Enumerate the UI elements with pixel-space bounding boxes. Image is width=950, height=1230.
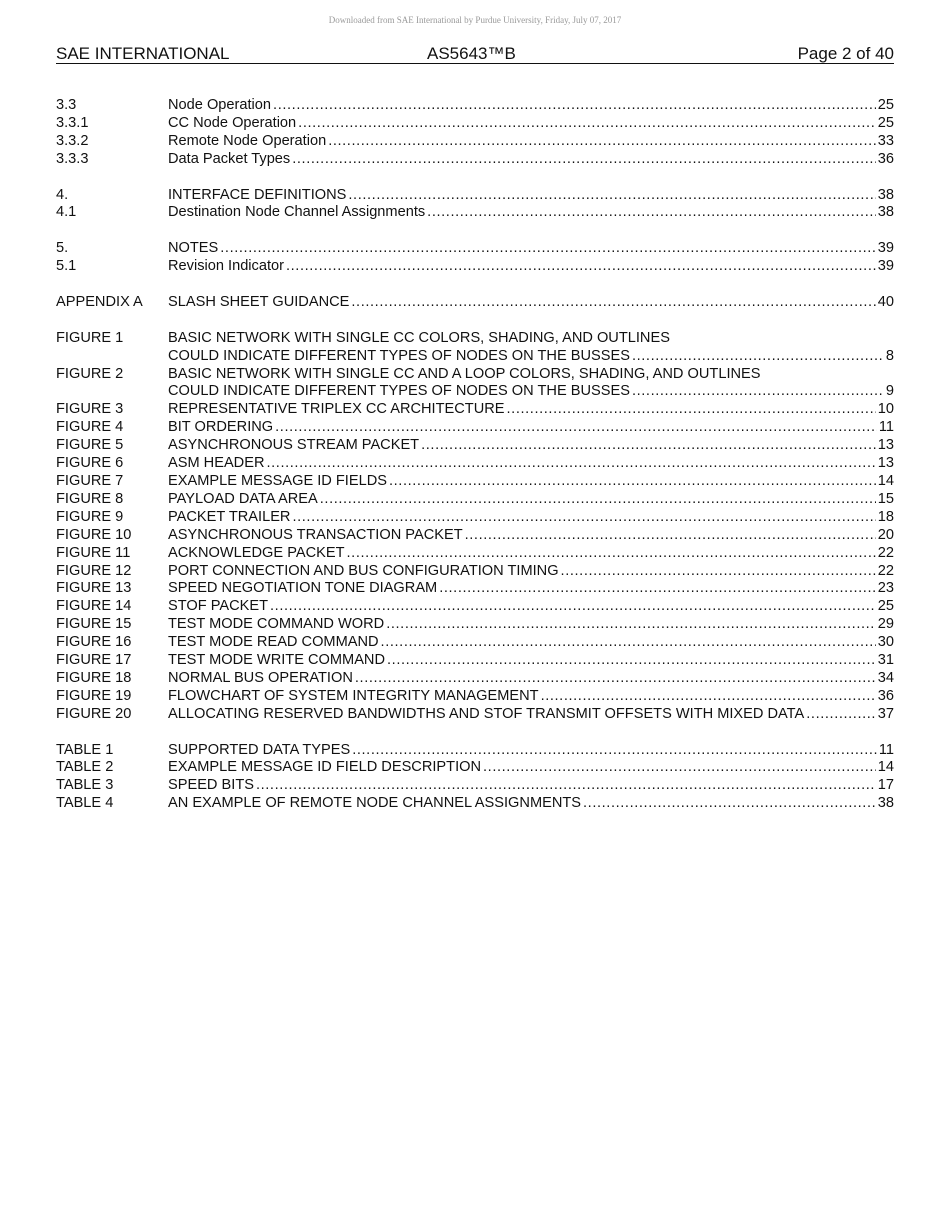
toc-entry-title: PAYLOAD DATA AREA <box>168 490 318 507</box>
dot-leader <box>387 652 876 670</box>
toc-entry[interactable] <box>56 706 894 724</box>
toc-group-tables <box>56 742 894 814</box>
toc-entry-title: ASYNCHRONOUS TRANSACTION PACKET <box>168 526 463 543</box>
toc-group-section-3 <box>56 97 894 169</box>
toc-entry-page: 20 <box>877 526 894 543</box>
toc-entry-number: FIGURE 6 <box>56 455 124 472</box>
toc-entry-title: FLOWCHART OF SYSTEM INTEGRITY MANAGEMENT <box>168 687 539 704</box>
toc-entry-number: FIGURE 12 <box>56 562 132 579</box>
toc-entry-number: FIGURE 17 <box>56 652 132 669</box>
toc-entry-page: 38 <box>877 186 894 203</box>
toc-entry[interactable] <box>56 473 894 491</box>
toc-entry-page: 22 <box>877 562 894 579</box>
toc-entry-number: 4. <box>56 186 69 203</box>
toc-entry[interactable] <box>56 795 894 813</box>
toc-entry-title: ACKNOWLEDGE PACKET <box>168 544 345 561</box>
toc-entry-page: 29 <box>877 616 894 633</box>
toc-entry-number: 3.3.1 <box>56 114 89 131</box>
dot-leader <box>273 97 876 115</box>
toc-entry-page: 8 <box>885 347 894 364</box>
toc-entry-page: 17 <box>877 777 894 794</box>
dot-leader <box>427 204 876 222</box>
toc-entry-title: NOTES <box>168 240 219 257</box>
toc-entry-page: 31 <box>877 652 894 669</box>
dot-leader <box>352 742 877 760</box>
toc-entry[interactable] <box>56 419 894 437</box>
dot-leader <box>256 777 876 795</box>
toc-entry-page: 18 <box>877 508 894 525</box>
toc-entry-page: 36 <box>877 687 894 704</box>
toc-entry-page: 25 <box>877 598 894 615</box>
toc-entry-number: 3.3.2 <box>56 132 89 149</box>
dot-leader <box>507 401 876 419</box>
toc-entry-number: FIGURE 1 <box>56 329 124 346</box>
dot-leader <box>386 616 876 634</box>
toc-entry-page: 25 <box>877 97 894 113</box>
toc-entry[interactable] <box>56 688 894 706</box>
toc-entry-title: ASM HEADER <box>168 455 265 472</box>
toc-entry-title: SLASH SHEET GUIDANCE <box>168 293 350 310</box>
dot-leader <box>632 348 884 366</box>
toc-entry-title: ASYNCHRONOUS STREAM PACKET <box>168 437 420 454</box>
dot-leader <box>267 455 876 473</box>
dot-leader <box>270 598 876 616</box>
toc-entry-number: FIGURE 9 <box>56 508 124 525</box>
toc-entry-title: TEST MODE READ COMMAND <box>168 634 379 651</box>
toc-entry-number: FIGURE 8 <box>56 490 124 507</box>
toc-entry-number: 5. <box>56 240 69 257</box>
dot-leader <box>320 491 876 509</box>
toc-entry-title: EXAMPLE MESSAGE ID FIELD DESCRIPTION <box>168 759 482 776</box>
dot-leader <box>292 151 876 169</box>
toc-entry-number: FIGURE 19 <box>56 687 132 704</box>
table-of-contents <box>56 97 894 831</box>
toc-entry-number: 4.1 <box>56 204 77 221</box>
toc-entry[interactable] <box>56 491 894 509</box>
toc-entry[interactable] <box>56 580 894 598</box>
toc-entry[interactable] <box>56 634 894 652</box>
toc-entry[interactable] <box>56 652 894 670</box>
toc-entry-title: Data Packet Types <box>168 150 291 167</box>
toc-entry-number: TABLE 4 <box>56 795 114 812</box>
toc-entry-page: 13 <box>877 455 894 472</box>
toc-entry-number: TABLE 1 <box>56 741 114 758</box>
dot-leader <box>298 115 876 133</box>
toc-entry-number: FIGURE 16 <box>56 634 132 651</box>
toc-entry-number: APPENDIX A <box>56 293 143 310</box>
toc-entry[interactable] <box>56 330 894 366</box>
dot-leader <box>483 759 876 777</box>
toc-entry[interactable] <box>56 598 894 616</box>
toc-entry-page: 11 <box>878 741 894 758</box>
toc-entry[interactable] <box>56 759 894 777</box>
toc-entry-title: REPRESENTATIVE TRIPLEX CC ARCHITECTURE <box>168 401 505 418</box>
toc-entry-title: COULD INDICATE DIFFERENT TYPES OF NODES ON THE BUSSES <box>168 383 630 400</box>
dot-leader <box>632 383 884 401</box>
toc-entry-page: 9 <box>885 383 894 400</box>
toc-entry-page: 33 <box>877 132 894 149</box>
toc-entry-title: TEST MODE COMMAND WORD <box>168 616 385 633</box>
toc-entry-page: 39 <box>877 258 894 275</box>
toc-entry-number: FIGURE 4 <box>56 419 124 436</box>
toc-entry-page: 14 <box>877 472 894 489</box>
dot-leader <box>351 294 875 312</box>
dot-leader <box>347 545 876 563</box>
toc-group-figures <box>56 330 894 724</box>
dot-leader <box>806 706 876 724</box>
toc-entry[interactable] <box>56 294 894 312</box>
toc-entry-title: PORT CONNECTION AND BUS CONFIGURATION TIMING <box>168 562 559 579</box>
toc-entry-page: 10 <box>877 401 894 418</box>
toc-entry-number: FIGURE 11 <box>56 544 131 561</box>
toc-entry-number: 5.1 <box>56 258 77 275</box>
toc-entry-page: 13 <box>877 437 894 454</box>
toc-entry-title: SUPPORTED DATA TYPES <box>168 741 351 758</box>
dot-leader <box>220 240 875 258</box>
toc-group-appendix <box>56 294 894 312</box>
toc-entry-page: 15 <box>877 490 894 507</box>
toc-entry-title: Revision Indicator <box>168 258 284 275</box>
toc-entry[interactable] <box>56 777 894 795</box>
toc-entry[interactable] <box>56 742 894 760</box>
toc-group-section-5 <box>56 240 894 276</box>
toc-entry-title: TEST MODE WRITE COMMAND <box>168 652 386 669</box>
toc-entry-number: FIGURE 2 <box>56 365 124 382</box>
dot-leader <box>561 563 876 581</box>
toc-entry-number: TABLE 2 <box>56 759 114 776</box>
toc-entry[interactable] <box>56 240 894 258</box>
toc-entry-title-line1: BASIC NETWORK WITH SINGLE CC COLORS, SHADING, AND OUTLINES <box>168 329 670 346</box>
toc-entry-page: 38 <box>877 204 894 221</box>
toc-entry-number: FIGURE 20 <box>56 705 132 722</box>
toc-entry[interactable] <box>56 509 894 527</box>
dot-leader <box>355 670 876 688</box>
toc-entry-page: 36 <box>877 150 894 167</box>
toc-entry-title: Remote Node Operation <box>168 132 327 149</box>
toc-entry-title: EXAMPLE MESSAGE ID FIELDS <box>168 472 387 489</box>
toc-entry-title: AN EXAMPLE OF REMOTE NODE CHANNEL ASSIGNMENTS <box>168 795 582 812</box>
dot-leader <box>275 419 877 437</box>
toc-entry-title-line1: BASIC NETWORK WITH SINGLE CC AND A LOOP COLORS, SHADING, AND OUTLINES <box>168 365 761 382</box>
toc-entry[interactable] <box>56 204 894 222</box>
toc-entry-page: 22 <box>877 544 894 561</box>
dot-leader <box>421 437 876 455</box>
toc-entry[interactable] <box>56 527 894 545</box>
toc-entry[interactable] <box>56 563 894 581</box>
toc-entry[interactable] <box>56 151 894 169</box>
toc-entry[interactable] <box>56 366 894 402</box>
dot-leader <box>348 187 875 205</box>
toc-entry-page: 30 <box>877 634 894 651</box>
toc-entry-title: NORMAL BUS OPERATION <box>168 669 353 686</box>
dot-leader <box>583 795 876 813</box>
header-org: SAE INTERNATIONAL <box>56 44 230 63</box>
dot-leader <box>389 473 876 491</box>
toc-entry-page: 14 <box>877 759 894 776</box>
toc-entry-title: SPEED NEGOTIATION TONE DIAGRAM <box>168 580 438 597</box>
toc-group-section-4 <box>56 187 894 223</box>
toc-entry-page: 39 <box>877 240 894 257</box>
toc-entry-title: BIT ORDERING <box>168 419 274 436</box>
toc-entry-page: 11 <box>878 419 894 436</box>
toc-entry-title: SPEED BITS <box>168 777 254 794</box>
toc-entry-number: FIGURE 13 <box>56 580 132 597</box>
toc-entry-page: 34 <box>877 669 894 686</box>
dot-leader <box>439 580 876 598</box>
toc-entry-page: 37 <box>877 705 894 722</box>
toc-entry-title: ALLOCATING RESERVED BANDWIDTHS AND STOF TRANSMIT OFFSETS WITH MIXED DATA <box>168 705 805 722</box>
toc-entry-number: FIGURE 18 <box>56 669 132 686</box>
toc-entry-title: COULD INDICATE DIFFERENT TYPES OF NODES ON THE BUSSES <box>168 347 630 364</box>
toc-entry-number: FIGURE 7 <box>56 472 124 489</box>
toc-entry[interactable] <box>56 115 894 133</box>
dot-leader <box>328 133 876 151</box>
toc-entry[interactable] <box>56 401 894 419</box>
dot-leader <box>541 688 876 706</box>
toc-entry-number: FIGURE 10 <box>56 526 132 543</box>
toc-entry[interactable] <box>56 133 894 151</box>
toc-entry[interactable] <box>56 455 894 473</box>
toc-entry[interactable] <box>56 545 894 563</box>
toc-entry-page: 25 <box>877 114 894 131</box>
toc-entry[interactable] <box>56 97 894 115</box>
toc-entry-page: 38 <box>877 795 894 812</box>
toc-entry-title: Node Operation <box>168 97 272 113</box>
toc-entry-number: FIGURE 3 <box>56 401 124 418</box>
toc-entry-number: FIGURE 5 <box>56 437 124 454</box>
toc-entry-number: 3.3.3 <box>56 150 89 167</box>
toc-entry[interactable] <box>56 187 894 205</box>
header-page-number: Page 2 of 40 <box>797 44 894 63</box>
toc-entry-number: 3.3 <box>56 97 77 113</box>
toc-entry-number: FIGURE 14 <box>56 598 132 615</box>
download-watermark: Downloaded from SAE International by Purdue University, Friday, July 07, 2017 <box>328 15 622 25</box>
header-doc-id: AS5643™B <box>427 44 516 63</box>
toc-entry-number: FIGURE 15 <box>56 616 132 633</box>
toc-entry-number: TABLE 3 <box>56 777 114 794</box>
dot-leader <box>465 527 876 545</box>
page-header <box>56 44 894 64</box>
toc-entry-title: STOF PACKET <box>168 598 269 615</box>
toc-entry-title: Destination Node Channel Assignments <box>168 204 426 221</box>
toc-entry-title: PACKET TRAILER <box>168 508 291 525</box>
toc-entry[interactable] <box>56 616 894 634</box>
toc-entry-page: 23 <box>877 580 894 597</box>
toc-entry[interactable] <box>56 437 894 455</box>
dot-leader <box>292 509 875 527</box>
toc-entry[interactable] <box>56 670 894 688</box>
dot-leader <box>286 258 876 276</box>
toc-entry-page: 40 <box>877 293 894 310</box>
toc-entry[interactable] <box>56 258 894 276</box>
toc-entry-title: CC Node Operation <box>168 114 297 131</box>
toc-entry-title: INTERFACE DEFINITIONS <box>168 186 347 203</box>
dot-leader <box>381 634 876 652</box>
